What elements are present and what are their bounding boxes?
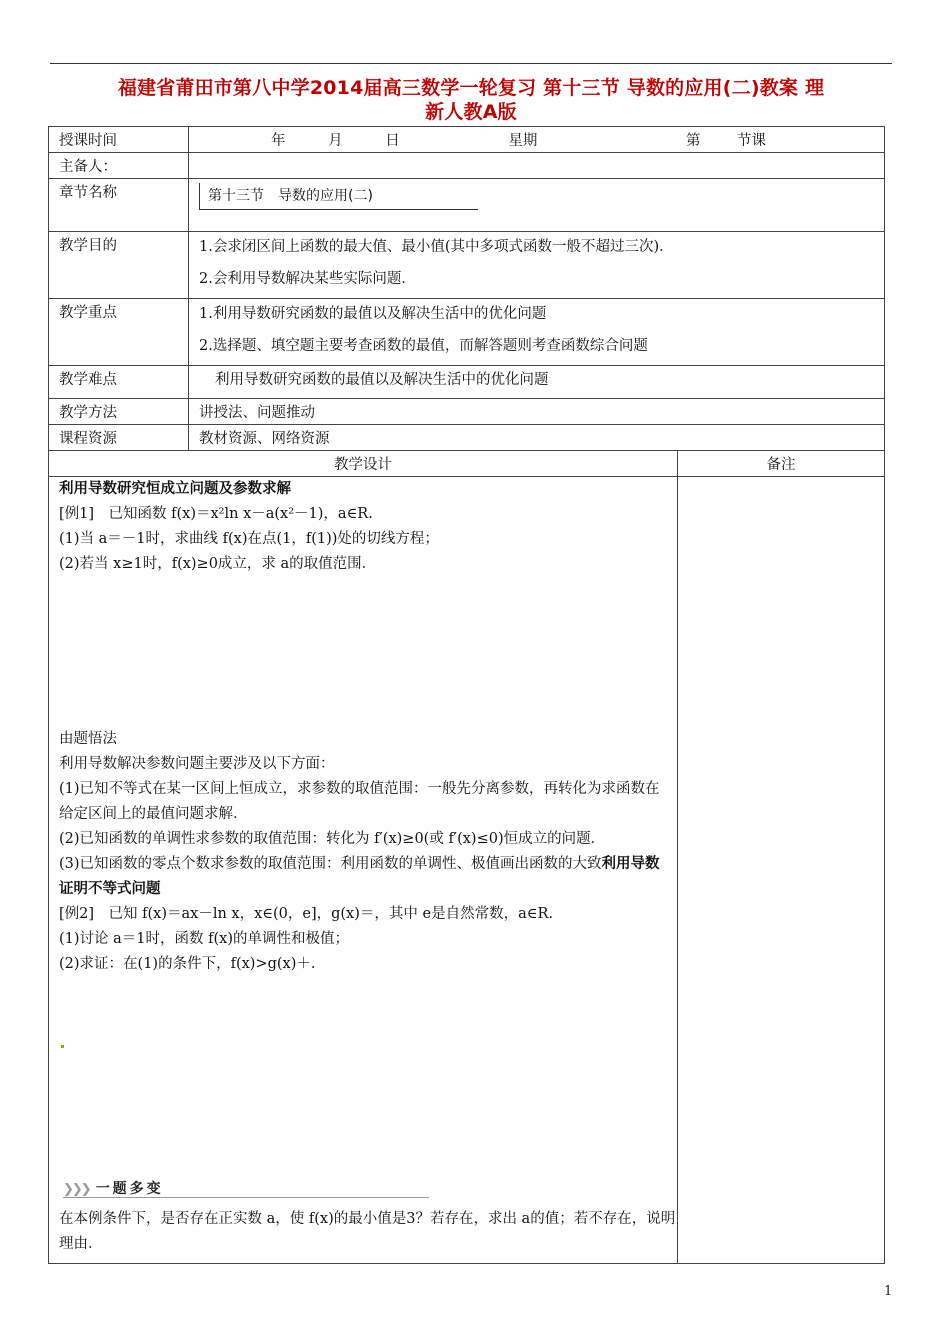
title-line-2: 新人教A版	[425, 101, 517, 123]
document-title	[50, 76, 892, 124]
notes-header: 备注	[678, 451, 885, 477]
objective-item: 1.会求闭区间上函数的最大值、最小值(其中多项式函数一般不超过三次)．	[199, 239, 674, 255]
label-method: 教学方法	[49, 399, 189, 425]
label-resources: 课程资源	[49, 425, 189, 451]
insight-title: 由题悟法	[59, 731, 117, 747]
insight-point-3	[59, 852, 669, 902]
answer-space	[59, 577, 669, 727]
lesson-plan-table	[48, 126, 885, 1264]
chapter-section: 第十三节	[208, 188, 264, 204]
title-line-1: 福建省莆田市第八中学2014届高三数学一轮复习 第十三节 导数的应用(二)教案 理	[117, 77, 825, 99]
chapter-cell	[189, 179, 885, 232]
weekday-label: 星期	[508, 133, 538, 149]
month-label: 月	[328, 133, 343, 149]
notes-cell	[678, 477, 885, 1264]
variant-label: 一题多变	[95, 1181, 164, 1197]
example2-question-1: (1)讨论 a＝1时，函数 f(x)的单调性和极值；	[59, 931, 349, 947]
period-prefix-label: 第	[685, 133, 701, 149]
example1-question-2: (2)若当 x≥1时，f(x)≥0成立，求 a的取值范围．	[59, 556, 377, 572]
chapter-name-box	[199, 183, 478, 210]
label-focus: 教学重点	[49, 299, 189, 366]
example2-question-2: (2)求证：在(1)的条件下，f(x)>g(x)＋.	[59, 956, 316, 972]
row-preparer	[49, 153, 885, 179]
method-value: 讲授法、问题推动	[189, 399, 885, 425]
row-difficulty	[49, 366, 885, 399]
focus-item: 2.选择题、填空题主要考查函数的最值，而解答题则考查函数综合问题	[199, 338, 648, 354]
example1-statement: [例1] 已知函数 f(x)＝x²ln x－a(x²－1)，a∈R.	[59, 506, 373, 522]
resources-value: 教材资源、网络资源	[189, 425, 885, 451]
insight-point-2: (2)已知函数的单调性求参数的取值范围：转化为 f′(x)≥0(或 f′(x)≤0)恒成立的问题．	[59, 831, 606, 847]
design-content	[59, 477, 676, 1259]
label-class-time: 授课时间	[49, 127, 189, 153]
example1-question-1: (1)当 a＝－1时，求曲线 f(x)在点(1，f(1))处的切线方程；	[59, 531, 439, 547]
row-design-header	[49, 451, 885, 477]
focus-item: 1.利用导数研究函数的最值以及解决生活中的优化问题	[199, 306, 547, 322]
row-focus	[49, 299, 885, 366]
label-chapter: 章节名称	[49, 179, 189, 232]
row-class-time	[49, 127, 885, 153]
section1-heading: 利用导数研究恒成立问题及参数求解	[59, 481, 291, 497]
label-objectives: 教学目的	[49, 232, 189, 299]
header-rule	[50, 63, 892, 64]
objective-item: 2.会利用导数解决某些实际问题．	[199, 271, 416, 287]
stray-mark	[61, 1045, 64, 1048]
preparer-value	[189, 153, 885, 179]
section2-heading: 利用导数证明不等式问题	[59, 856, 660, 897]
row-resources	[49, 425, 885, 451]
row-design-content	[49, 477, 885, 1264]
label-difficulty: 教学难点	[49, 366, 189, 399]
chapter-topic: 导数的应用(二)	[278, 188, 373, 204]
design-content-cell	[49, 477, 678, 1264]
focus-cell	[189, 299, 885, 366]
variant-text: 在本例条件下，是否存在正实数 a，使 f(x)的最小值是3？若存在，求出 a的值；若不存在，说明理由．	[59, 1211, 676, 1252]
insight-point-3-text: (3)已知函数的零点个数求参数的取值范围：利用函数的单调性、极值画出函数的大致	[59, 856, 602, 872]
insight-intro: 利用导数解决参数问题主要涉及以下方面：	[59, 756, 335, 772]
insight-point-1: (1)已知不等式在某一区间上恒成立，求参数的取值范围：一般先分离参数，再转化为求函数在给定区间上的最值问题求解．	[59, 781, 660, 822]
year-label: 年	[271, 133, 286, 149]
chevron-right-icon: ❯❯❯	[63, 1182, 90, 1197]
page-number: 1	[884, 1284, 893, 1299]
class-time-fields	[189, 127, 885, 153]
example2-statement: [例2] 已知 f(x)＝ax－ln x，x∈(0，e]，g(x)＝，其中 e是自然常数，a∈R.	[59, 906, 553, 922]
design-header: 教学设计	[49, 451, 678, 477]
period-suffix-label: 节课	[737, 133, 767, 149]
row-method	[49, 399, 885, 425]
row-objectives	[49, 232, 885, 299]
objectives-cell	[189, 232, 885, 299]
difficulty-value: 利用导数研究函数的最值以及解决生活中的优化问题	[215, 372, 549, 388]
row-chapter	[49, 179, 885, 232]
day-label: 日	[385, 133, 400, 149]
variant-banner	[63, 1177, 429, 1198]
label-preparer: 主备人：	[49, 153, 189, 179]
difficulty-cell	[189, 366, 885, 399]
